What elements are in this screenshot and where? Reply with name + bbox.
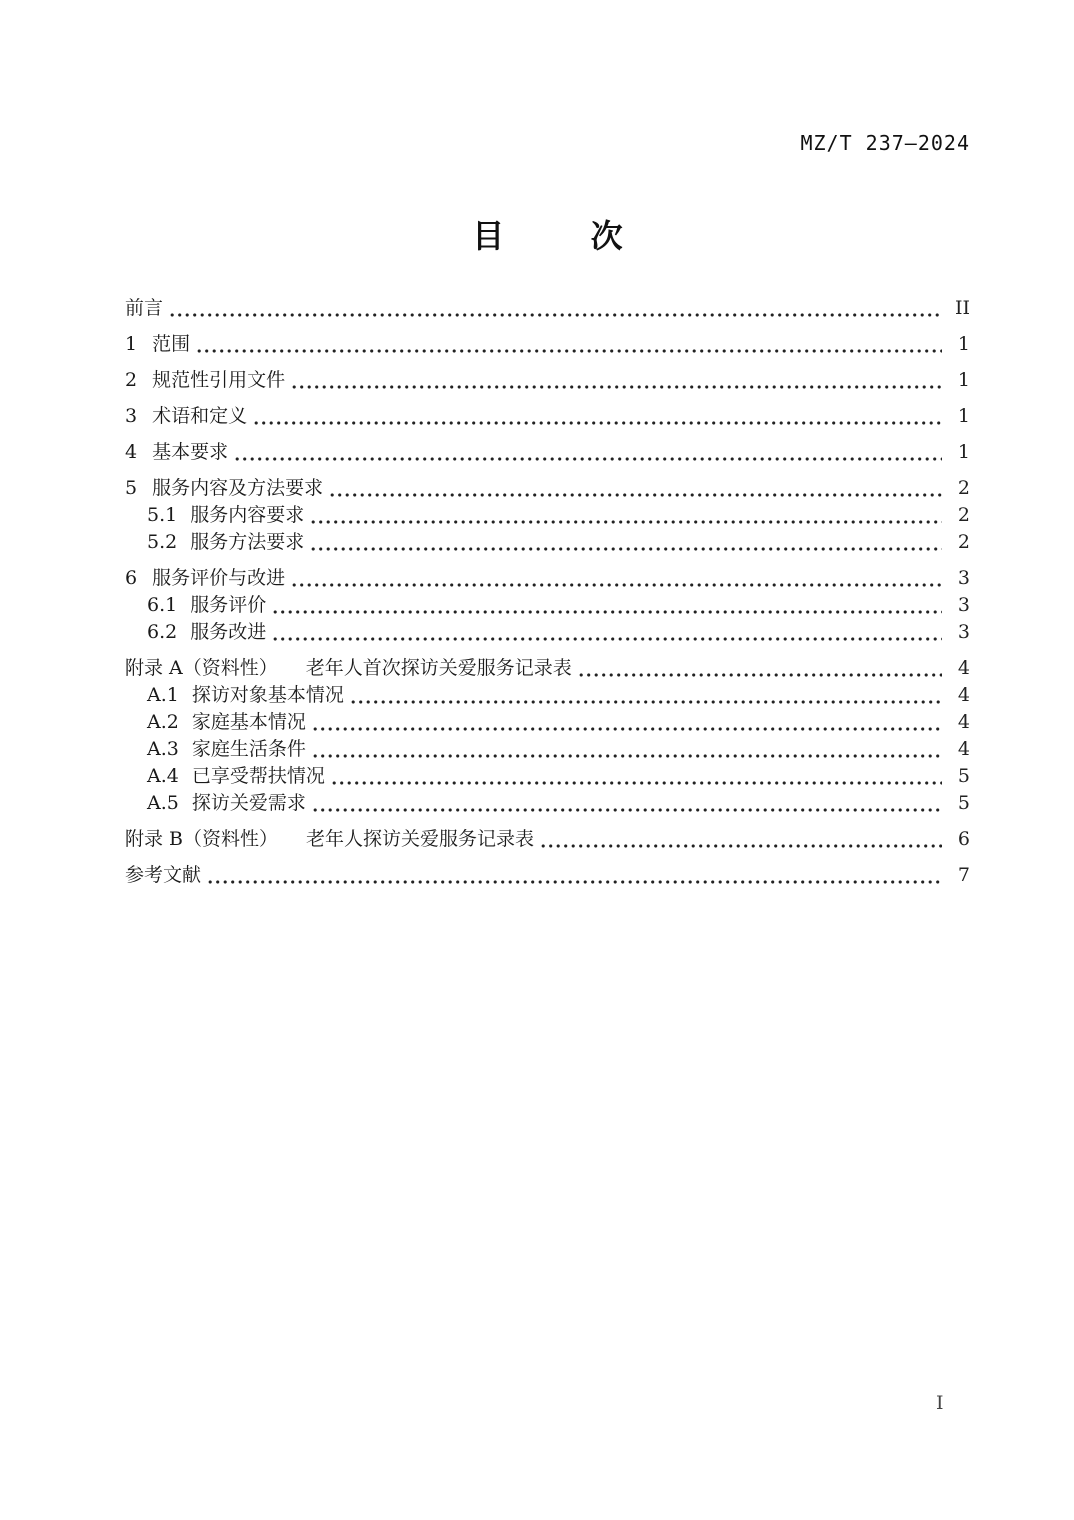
- document-code: MZ/T 237—2024: [800, 131, 970, 155]
- toc-entry-number: 6: [125, 567, 138, 589]
- toc-entry-label: 范围: [152, 333, 191, 355]
- toc-entry-number: 5.2: [147, 531, 178, 553]
- dot-leader: [330, 482, 942, 501]
- dot-leader: [332, 770, 942, 789]
- toc-entry: [125, 654, 970, 681]
- dot-leader: [292, 572, 942, 591]
- toc-entry: [125, 330, 970, 357]
- toc-entry: [125, 825, 970, 852]
- toc-entry: [125, 474, 970, 501]
- toc-entry-label: 服务评价与改进: [152, 567, 286, 589]
- toc-entry-number: 6.1: [147, 594, 178, 616]
- toc-entry-page: 4: [957, 738, 970, 760]
- toc-entry-number: 6.2: [147, 621, 178, 643]
- toc-entry: [125, 438, 970, 465]
- toc-entry: [125, 762, 970, 789]
- toc-entry-number: 1: [125, 333, 138, 355]
- dot-leader: [292, 374, 942, 393]
- toc-entry-page: 3: [957, 621, 970, 643]
- toc-entry-page: 1: [957, 369, 970, 391]
- toc-entry: [125, 618, 970, 645]
- toc-entry: [125, 528, 970, 555]
- toc-entry: [125, 294, 970, 321]
- dot-leader: [170, 302, 942, 321]
- toc-entry: [125, 708, 970, 735]
- toc-entry: [125, 681, 970, 708]
- toc-entry-number: A.3: [147, 738, 179, 760]
- toc-entry-label: 探访对象基本情况: [191, 684, 344, 706]
- toc-entry-page: 4: [957, 684, 970, 706]
- dot-leader: [273, 626, 942, 645]
- toc-entry-page: 4: [957, 711, 970, 733]
- page-title: 目次: [472, 217, 710, 255]
- toc-entry-page: 2: [957, 477, 970, 499]
- toc-entry-page: 2: [957, 504, 970, 526]
- toc-entry-label: 前言: [125, 297, 164, 319]
- toc-entry-page: 1: [957, 405, 970, 427]
- toc-entry-label: 服务改进: [190, 621, 267, 643]
- toc-entry-label: 家庭生活条件: [191, 738, 306, 760]
- dot-leader: [313, 743, 942, 762]
- toc-entry-label: 已享受帮扶情况: [191, 765, 325, 787]
- dot-leader: [273, 599, 942, 618]
- dot-leader: [313, 797, 942, 816]
- toc-entry-page: 5: [957, 792, 970, 814]
- toc-entry-page: 3: [957, 594, 970, 616]
- toc-entry: [125, 501, 970, 528]
- dot-leader: [541, 833, 942, 852]
- toc-entry-label: 服务内容要求: [190, 504, 305, 526]
- toc-entry-label: 家庭基本情况: [191, 711, 306, 733]
- toc-entry-label: 探访关爱需求: [191, 792, 306, 814]
- toc-entry-page: 3: [957, 567, 970, 589]
- toc-entry-number: 3: [125, 405, 138, 427]
- toc-entry-number: 5: [125, 477, 138, 499]
- toc-entry-page: 6: [957, 828, 970, 850]
- toc-entry-label: 老年人探访关爱服务记录表: [306, 828, 535, 850]
- dot-leader: [197, 338, 942, 357]
- toc-entry: [125, 564, 970, 591]
- toc-entry-page: 4: [957, 657, 970, 679]
- toc-entry-number: 4: [125, 441, 138, 463]
- toc-list: [125, 294, 970, 888]
- toc-entry-label: 基本要求: [152, 441, 229, 463]
- dot-leader: [351, 689, 942, 708]
- toc-entry-page: 7: [957, 864, 970, 886]
- toc-entry-number: A.2: [147, 711, 179, 733]
- toc-entry: [125, 735, 970, 762]
- toc-entry-number: 附录 A（资料性）: [125, 657, 278, 679]
- toc-entry-page: II: [954, 297, 970, 319]
- toc-entry-label: 参考文献: [125, 864, 202, 886]
- dot-leader: [313, 716, 942, 735]
- toc-entry: [125, 366, 970, 393]
- toc-entry-page: 5: [957, 765, 970, 787]
- toc-entry-label: 服务评价: [190, 594, 267, 616]
- toc-entry-label: 术语和定义: [152, 405, 248, 427]
- toc-entry-number: 附录 B（资料性）: [125, 828, 279, 850]
- toc-entry-number: 2: [125, 369, 138, 391]
- dot-leader: [208, 869, 942, 888]
- toc-entry: [125, 861, 970, 888]
- toc-entry-number: A.5: [147, 792, 179, 814]
- toc-entry-number: 5.1: [147, 504, 178, 526]
- toc-entry-number: A.4: [147, 765, 179, 787]
- dot-leader: [579, 662, 942, 681]
- dot-leader: [311, 509, 942, 528]
- dot-leader: [311, 536, 942, 555]
- toc-entry-label: 服务方法要求: [190, 531, 305, 553]
- toc-entry-page: 1: [957, 441, 970, 463]
- toc-entry: [125, 789, 970, 816]
- toc-entry-label: 规范性引用文件: [152, 369, 286, 391]
- toc-entry-page: 1: [957, 333, 970, 355]
- toc-entry-number: A.1: [147, 684, 179, 706]
- toc-entry-label: 服务内容及方法要求: [152, 477, 324, 499]
- toc-entry: [125, 591, 970, 618]
- toc-entry-page: 2: [957, 531, 970, 553]
- toc-entry-label: 老年人首次探访关爱服务记录表: [305, 657, 572, 679]
- toc-entry: [125, 402, 970, 429]
- dot-leader: [235, 446, 942, 465]
- footer-page-number: I: [936, 1392, 944, 1414]
- dot-leader: [254, 410, 942, 429]
